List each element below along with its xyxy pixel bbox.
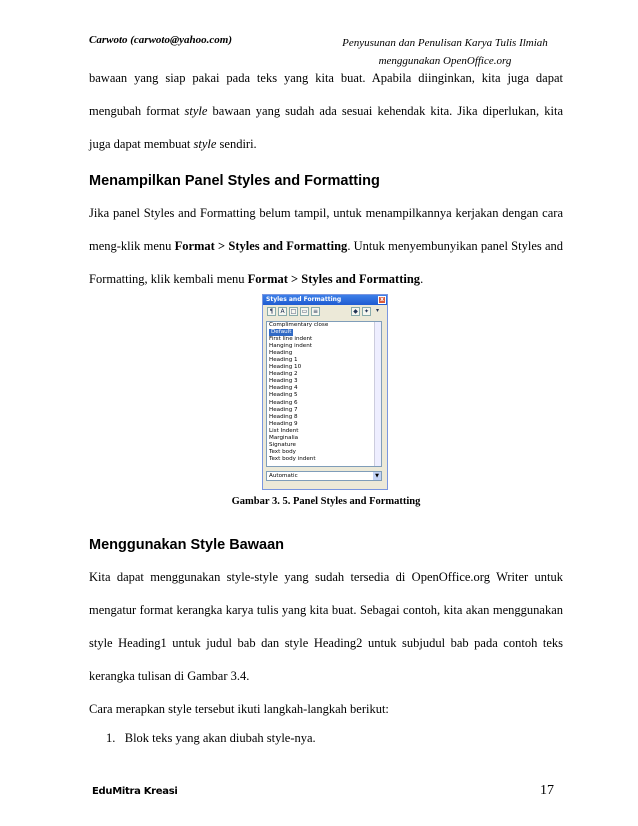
style-list-item-label: Heading 6 xyxy=(269,399,298,406)
style-list-item-label: Heading 7 xyxy=(269,406,298,413)
style-list-item-label: Heading xyxy=(269,350,293,357)
section-heading-panel: Menampilkan Panel Styles and Formatting xyxy=(89,173,380,189)
style-list-item[interactable] xyxy=(267,343,381,350)
style-list-item[interactable] xyxy=(267,407,381,414)
style-filter-select[interactable] xyxy=(266,471,382,481)
close-icon[interactable]: x xyxy=(378,296,386,304)
paragraph-line: Kita dapat menggunakan style-style yang sudah tersedia di OpenOffice.org Writer untuk xyxy=(89,570,563,584)
style-list-item-label: First line indent xyxy=(269,336,313,343)
paragraph-line: Formatting, klik kembali menu Format > Styles and Formatting. xyxy=(89,272,424,286)
paragraph-line: Cara merapkan style tersebut ikuti langkah-langkah berikut: xyxy=(89,702,389,716)
style-list-item[interactable] xyxy=(267,371,381,378)
style-list-item[interactable] xyxy=(267,442,381,449)
style-list-item[interactable] xyxy=(267,428,381,435)
paragraph-line: mengatur format kerangka karya tulis yang kita buat. Sebagai contoh, kita akan menggunakan xyxy=(89,603,563,617)
paragraph-panel xyxy=(89,197,563,296)
paragraph-line: Jika panel Styles and Formatting belum tampil, untuk menampilkannya kerjakan dengan cara xyxy=(89,206,563,220)
panel-title: Styles and Formatting xyxy=(266,296,342,303)
panel-title-bar xyxy=(263,295,387,305)
style-list-item-label: Heading 3 xyxy=(269,378,298,385)
fill-format-icon[interactable]: ◆ xyxy=(351,307,360,316)
page-styles-icon[interactable]: ▭ xyxy=(301,308,308,315)
chevron-down-icon[interactable]: ▾ xyxy=(375,307,379,314)
chevron-down-icon[interactable]: ▼ xyxy=(373,472,381,480)
list-text: Blok teks yang akan diubah style-nya. xyxy=(124,731,316,745)
style-list-item[interactable] xyxy=(267,435,381,442)
style-list-item-label: Text body indent xyxy=(269,455,316,462)
paragraph-style xyxy=(89,561,563,726)
style-list-item-label: Marginalia xyxy=(269,434,299,441)
style-list-item-label: Signature xyxy=(269,441,296,448)
style-filter-value: Automatic xyxy=(269,473,298,479)
paragraph-line: bawaan yang siap pakai pada teks yang kita buat. Apabila diinginkan, kita juga dapat xyxy=(89,71,563,85)
paragraph-line: kerangka tulisan di Gambar 3.4. xyxy=(89,669,250,683)
style-list-item-label: List Indent xyxy=(269,427,299,434)
style-list-item[interactable] xyxy=(267,378,381,385)
frame-styles-icon[interactable]: □ xyxy=(290,308,297,315)
paragraph-line: mengubah format style bawaan yang sudah ada sesuai kehendak kita. Jika diperlukan, kita xyxy=(89,104,563,118)
style-list-item-label: Text body xyxy=(269,448,296,455)
paragraph-line: meng-klik menu Format > Styles and Formatting. Untuk menyembunyikan panel Styles and xyxy=(89,239,563,253)
list-scrollbar[interactable] xyxy=(374,322,381,466)
paragraph-styles-icon[interactable]: ¶ xyxy=(267,307,276,316)
page-number: 17 xyxy=(540,783,554,798)
style-list-item[interactable] xyxy=(267,400,381,407)
style-list-item-label: Hanging indent xyxy=(269,343,312,350)
style-list-item[interactable] xyxy=(267,414,381,421)
style-list-item-label: Heading 2 xyxy=(269,371,298,378)
paragraph-line: style Heading1 untuk judul bab dan style Heading2 untuk subjudul bab pada contoh teks xyxy=(89,636,563,650)
character-styles-icon[interactable]: A xyxy=(278,307,287,316)
figure-caption: Gambar 3. 5. Panel Styles and Formatting xyxy=(231,496,421,507)
paragraph-intro xyxy=(89,62,563,161)
list-number: 1. xyxy=(106,731,116,745)
styles-formatting-panel xyxy=(262,294,388,490)
style-list-item[interactable] xyxy=(267,421,381,428)
style-list-item[interactable] xyxy=(267,364,381,371)
style-list-item-label: Heading 8 xyxy=(269,413,298,420)
style-list-item[interactable] xyxy=(267,449,381,456)
list-item xyxy=(106,731,316,746)
header-title-line1: Penyusunan dan Penulisan Karya Tulis Ilmiah xyxy=(342,37,548,49)
panel-toolbar xyxy=(263,305,387,319)
style-list-item[interactable] xyxy=(267,336,381,343)
style-list-item[interactable] xyxy=(267,322,381,329)
style-list-item[interactable] xyxy=(267,357,381,364)
style-list-item[interactable] xyxy=(267,350,381,357)
style-list-item-label: Default xyxy=(271,329,292,336)
style-list-item-label: Complimentary close xyxy=(269,322,329,328)
paragraph-line: juga dapat membuat style sendiri. xyxy=(89,137,257,151)
style-list-item-label: Heading 5 xyxy=(269,392,298,399)
new-style-icon[interactable]: ✦ xyxy=(363,308,370,315)
styles-list[interactable] xyxy=(266,321,382,467)
style-list-item-label: Heading 4 xyxy=(269,385,298,392)
footer-publisher: EduMitra Kreasi xyxy=(92,786,178,797)
style-list-item[interactable] xyxy=(267,385,381,392)
style-list-item[interactable] xyxy=(267,392,381,399)
style-list-item-label: Heading 9 xyxy=(269,420,298,427)
header-author: Carwoto (carwoto@yahoo.com) xyxy=(89,34,232,46)
list-styles-icon[interactable]: ≡ xyxy=(312,308,319,315)
style-list-item[interactable] xyxy=(267,456,381,463)
header-title-line2: menggunakan OpenOffice.org xyxy=(378,55,512,67)
style-list-item-label: Heading 10 xyxy=(269,364,302,371)
style-list-item[interactable] xyxy=(267,329,381,336)
section-heading-style: Menggunakan Style Bawaan xyxy=(89,537,284,553)
style-list-item-label: Heading 1 xyxy=(269,357,298,364)
